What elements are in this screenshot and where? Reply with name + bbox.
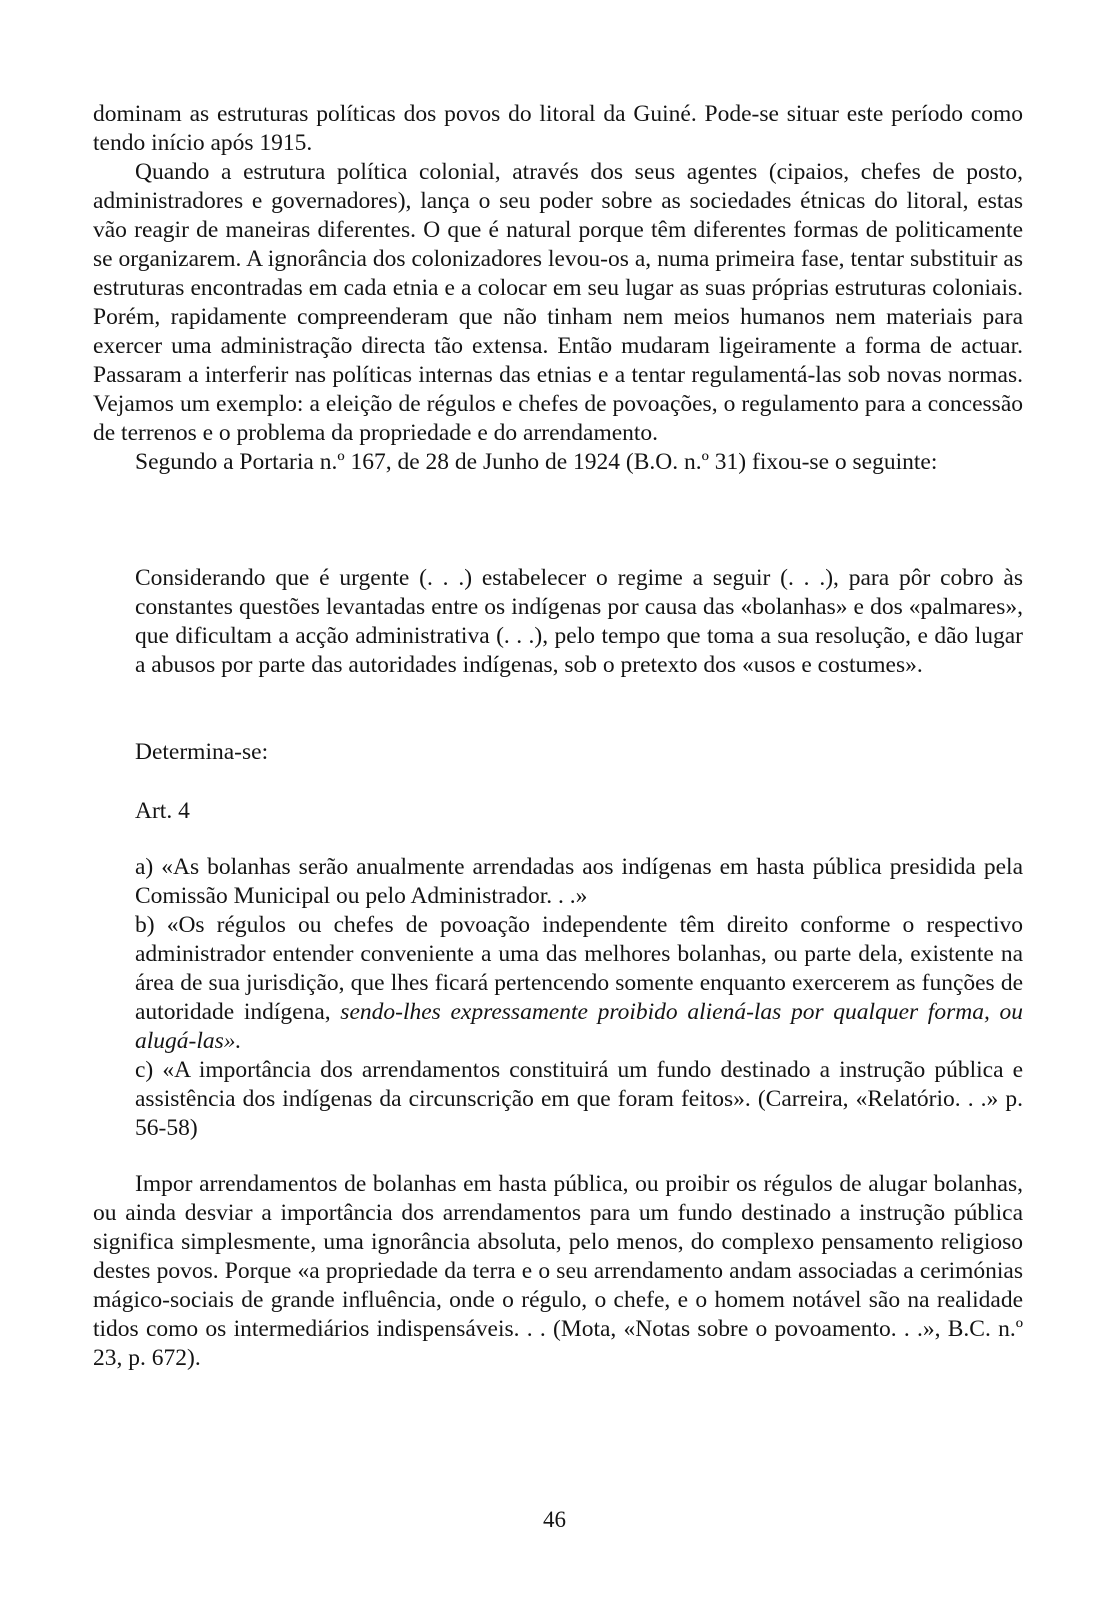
item-c: c) «A importância dos arrendamentos constituirá um fundo destinado a instrução pública e assistência dos indígenas da circunscrição em que foram feitos». (Carreira, «Relatório. . .» p. 56-58): [135, 1057, 1023, 1141]
paragraph-main: Quando a estrutura política colonial, através dos seus agentes (cipaios, chefes de posto, administradores e governadores), lança o seu poder sobre as sociedades étnicas do litoral, estas vão reagir de maneiras diferentes. O que é natural porque têm diferentes formas de politicamente se organizarem. A ignorância dos colonizadores levou-os a, numa primeira fase, tentar substituir as estruturas encontradas em cada etnia e a colocar em seu lugar as suas próprias estruturas coloniais. Porém, rapidamente compreenderam que não tinham nem meios humanos nem materiais para exercer uma administração directa tão extensa. Então mudaram ligeiramente a forma de actuar. Passaram a interferir nas políticas internas das etnias e a tentar regulamentá-las sob novas normas. Vejamos um exemplo: a eleição de régulos e chefes de povoações, o regulamento para a concessão de terrenos e o problema da propriedade e do arrendamento.: [93, 159, 1023, 446]
paragraph-impor: Impor arrendamentos de bolanhas em hasta pública, ou proibir os régulos de alugar bolanhas, ou ainda desviar a importância dos arrendamentos para um fundo destinado a instrução pública significa simplesmente, uma ignorância absoluta, pelo menos, do complexo pensamento religioso destes povos. Porque «a propriedade da terra e o seu arrendamento andam associadas a cerimónias mágico-sociais de grande influência, onde o régulo, o chefe, e o homem notável são na realidade tidos como os intermediários indispensáveis. . . (Mota, «Notas sobre o povoamento. . .», B.C. n.º 23, p. 672).: [93, 1171, 1023, 1371]
page-number: 46: [543, 1507, 566, 1532]
item-b: [135, 911, 1023, 1056]
body-text-bottom: [93, 1170, 1023, 1373]
article-label: Art. 4: [135, 798, 190, 824]
determina-label: Determina-se:: [135, 739, 269, 765]
item-b-plain: b) «Os régulos ou chefes de povoação independente têm direito conforme o respectivo administrador entender conveniente a uma das melhores bolanhas, ou parte dela, existente na área de sua jurisdição, que lhes ficará pertencendo somente enquanto exercerem as funções de autoridade indígena,: [135, 912, 1023, 1025]
quote-considerando: [135, 564, 1023, 680]
article-items: [135, 853, 1023, 1143]
quote-considerando-text: Considerando que é urgente (. . .) estabelecer o regime a seguir (. . .), para pôr cobro às constantes questões levantadas entre os indígenas por causa das «bolanhas» e dos «palmares», que dificultam a acção administrativa (. . .), pelo tempo que toma a sua resolução, e dão lugar a abusos por parte das autoridades indígenas, sob o pretexto dos «usos e costumes».: [135, 565, 1023, 678]
paragraph-intro: dominam as estruturas políticas dos povos do litoral da Guiné. Pode-se situar este período como tendo início após 1915.: [93, 101, 1023, 156]
body-text-top: [93, 100, 1023, 477]
item-a: a) «As bolanhas serão anualmente arrendadas aos indígenas em hasta pública presidida pela Comissão Municipal ou pelo Administrador. . .»: [135, 854, 1023, 909]
item-b-italic: sendo-lhes expressamente proibido aliená-las por qualquer forma, ou alugá-las».: [135, 999, 1023, 1054]
paragraph-portaria: Segundo a Portaria n.º 167, de 28 de Junho de 1924 (B.O. n.º 31) fixou-se o seguinte:: [135, 449, 938, 475]
